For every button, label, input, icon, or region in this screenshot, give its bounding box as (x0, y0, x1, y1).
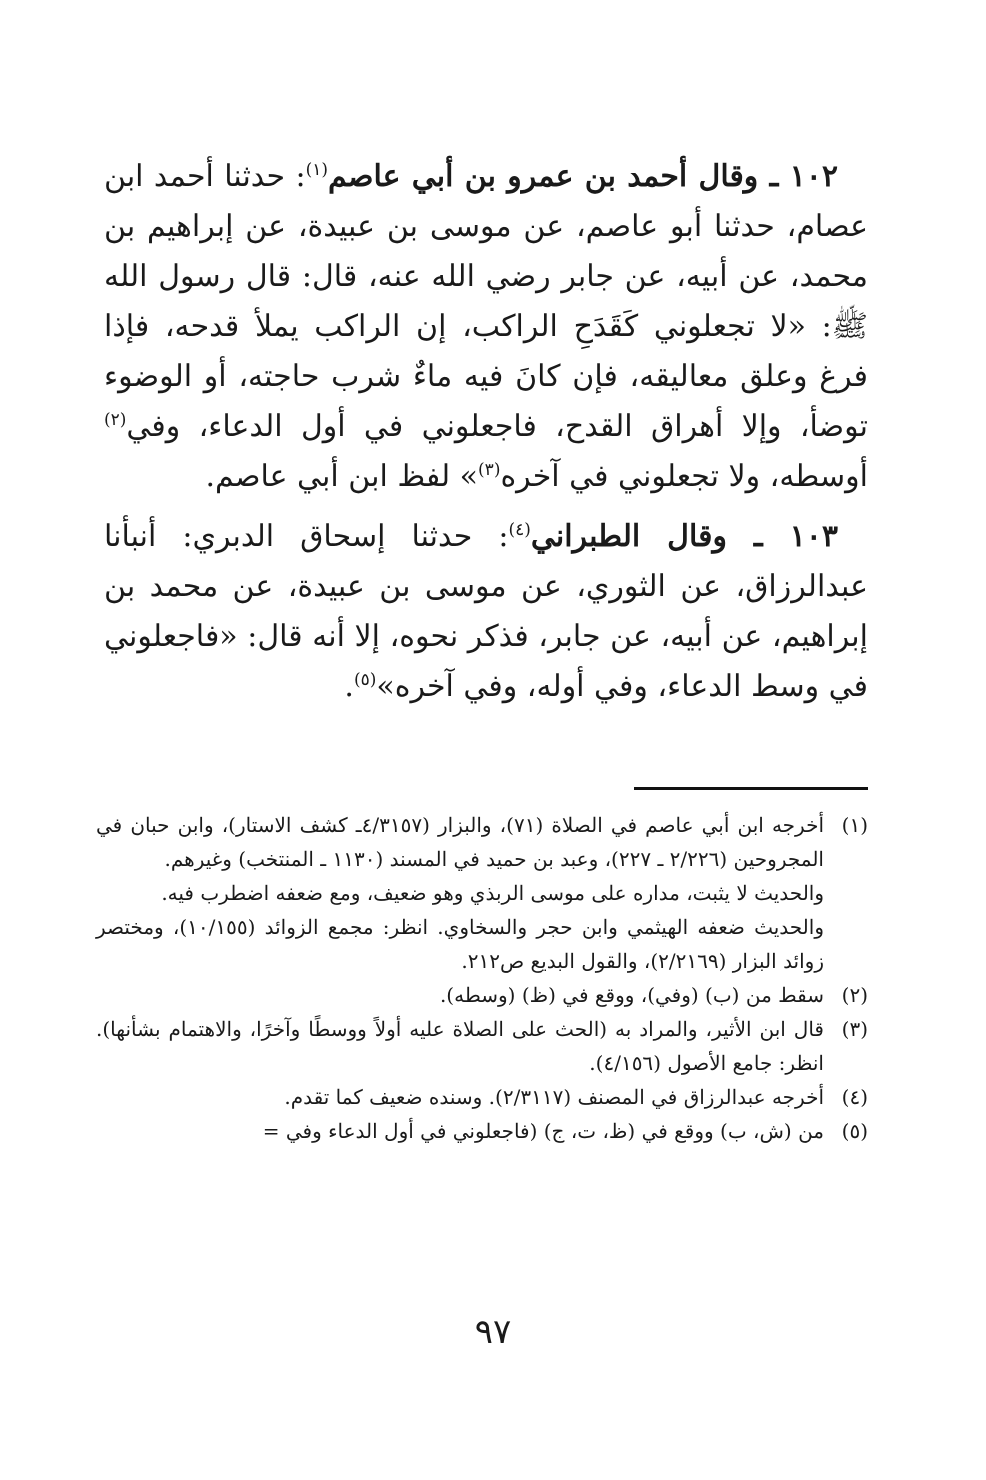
hadith-number: ١٠٣ (789, 519, 838, 554)
footnote-ref: (٤) (508, 520, 531, 540)
footnote-text: من (ش، ب) ووقع في (ظ، ت، ج) (فاجعلوني في أول الدعاء وفي = (262, 1119, 824, 1143)
hadith-text: أوسطه، ولا تجعلوني في آخره (500, 459, 868, 494)
page-number: ٩٧ (474, 1312, 512, 1352)
footnote-divider (634, 787, 868, 790)
hadith-intro: ـ وقال الطبراني (530, 519, 790, 554)
footnote-text: أخرجه ابن أبي عاصم في الصلاة (٧١)، والبزار (٤/٣١٥٧ـ كشف الاستار)، وابن حبان في المجروحين (٢/٢٢٦ ـ ٢٢٧)، وعبد بن حميد في المسند (١١٣٠ ـ المنتخب) وغيرهم. (96, 813, 824, 871)
hadith-text: : حدثنا إسحاق الدبري: أنبأنا عبدالرزاق، عن الثوري، عن موسى بن عبيدة، عن محمد بن إبراهيم، عن أبيه، عن جابر، فذكر نحوه، إلا أنه قال: «فاجعلوني في وسط الدعاء، وفي أوله، وفي آخره» (104, 519, 868, 704)
footnote-ref: (٣) (478, 460, 501, 480)
footnote-4 (96, 1080, 868, 1114)
footnotes (96, 808, 868, 1148)
footnote-2 (96, 978, 868, 1012)
footnote-ref: (١) (305, 160, 328, 180)
footnote-1-note: والحديث ضعفه الهيثمي وابن حجر والسخاوي. انظر: مجمع الزوائد (١٠/١٥٥)، ومختصر زوائد البزار (٢/٢١٦٩)، والقول البديع ص٢١٢. (96, 915, 824, 973)
footnote-number: (٢) (841, 983, 868, 1007)
footnote-number: (٤) (841, 1085, 868, 1109)
footnote-ref: (٥) (353, 670, 377, 690)
hadith-number: ١٠٢ (789, 159, 838, 194)
footnote-number: (١) (841, 813, 868, 837)
hadith-text: : حدثنا أحمد ابن عصام، حدثنا أبو عاصم، عن موسى بن عبيدة، عن إبراهيم بن محمد، عن أبيه، عن جابر رضي الله عنه، قال: قال رسول الله ﷺ: «لا تجعلوني كَقَدَحِ الراكب، إن الراكب يملأ قدحه، فإذا فرغ وعلق معاليقه، فإن كانَ فيه ماءٌ شرب حاجته، أو الوضوء توضأ، وإلا أهراق القدح، فاجعلوني في أول الدعاء، وفي (104, 159, 868, 444)
footnote-text: قال ابن الأثير، والمراد به (الحث على الصلاة عليه أولاً ووسطًا وآخرًا، والاهتمام بشأنها). انظر: جامع الأصول (٤/١٥٦). (96, 1017, 824, 1075)
footnote-text: سقط من (ب) (وفي)، ووقع في (ظ) (وسطه). (439, 983, 824, 1007)
hadith-103-paragraph (104, 512, 868, 712)
footnote-5 (96, 1114, 868, 1148)
hadith-text: . (344, 669, 354, 704)
footnote-number: (٣) (841, 1017, 868, 1041)
footnote-text: أخرجه عبدالرزاق في المصنف (٢/٣١١٧). وسنده ضعيف كما تقدم. (284, 1085, 824, 1109)
footnote-ref: (٢) (104, 410, 127, 430)
footnote-1-note: والحديث لا يثبت، مداره على موسى الربذي وهو ضعيف، ومع ضعفه اضطرب فيه. (161, 881, 824, 905)
main-text (104, 152, 868, 722)
hadith-102-paragraph (104, 152, 868, 502)
footnote-1 (96, 808, 868, 876)
footnote-number: (٥) (841, 1119, 868, 1143)
footnote-3 (96, 1012, 868, 1080)
hadith-text: » لفظ ابن أبي عاصم. (205, 459, 479, 494)
hadith-intro: ـ وقال أحمد بن عمرو بن أبي عاصم (328, 159, 790, 194)
